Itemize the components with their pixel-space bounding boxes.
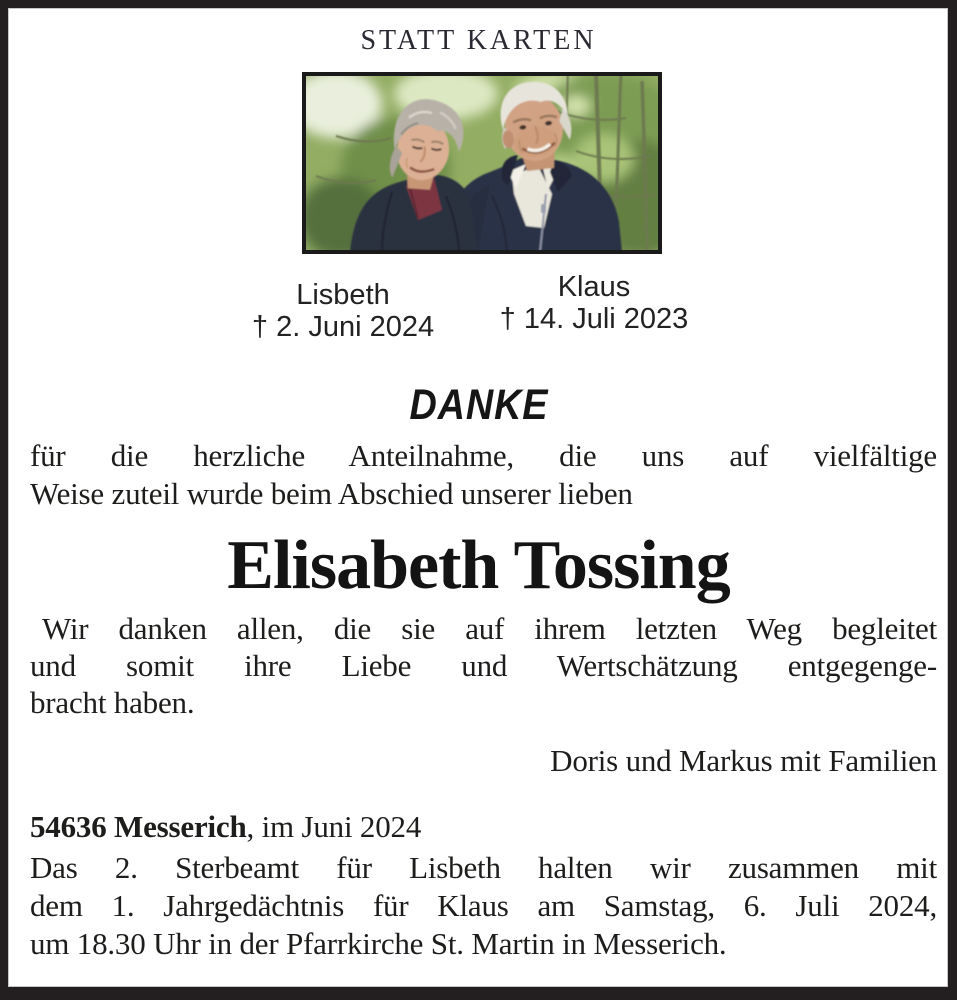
dateline-rest: , im Juni 2024 (246, 809, 422, 844)
intro-line: Weise zuteil wurde beim Abschied unserer lieben (30, 476, 633, 511)
announcement-line: um 18.30 Uhr in der Pfarrkirche St. Martin in Messerich. (30, 926, 727, 961)
dateline (30, 808, 937, 846)
announcement-line: Das 2. Sterbeamt für Lisbeth halten wir zusammen mit (30, 850, 937, 885)
caption-klaus (474, 271, 714, 335)
danke-heading: DANKE (409, 381, 548, 429)
intro-line: für die herzliche Anteilnahme, die uns auf vielfältige (30, 438, 937, 473)
caption-klaus-name: Klaus (557, 271, 631, 303)
couple-photo-illustration (306, 76, 658, 250)
caption-lisbeth-date: † 2. Juni 2024 (251, 311, 435, 343)
intro-paragraph (30, 437, 937, 513)
caption-lisbeth-name: Lisbeth (296, 279, 390, 311)
thanks-line: bracht haben. (30, 685, 195, 720)
thanks-line: und somit ihre Liebe und Wertschätzung entgegenge- (30, 648, 937, 683)
caption-klaus-date: † 14. Juli 2023 (499, 303, 689, 335)
couple-photo (302, 72, 662, 254)
thanks-paragraph (30, 610, 937, 721)
caption-lisbeth (223, 279, 463, 343)
header-statt-karten: STATT KARTEN (360, 25, 597, 56)
deceased-name: Elisabeth Tossing (227, 527, 730, 604)
family-signature: Doris und Markus mit Familien (550, 743, 937, 778)
announcement-line: dem 1. Jahrgedächtnis für Klaus am Samstag, 6. Juli 2024, (30, 888, 937, 923)
announcement-paragraph (30, 849, 937, 963)
thanks-line: Wir danken allen, die sie auf ihrem letzten Weg begleitet (42, 611, 937, 646)
dateline-place: 54636 Messerich (30, 809, 247, 844)
